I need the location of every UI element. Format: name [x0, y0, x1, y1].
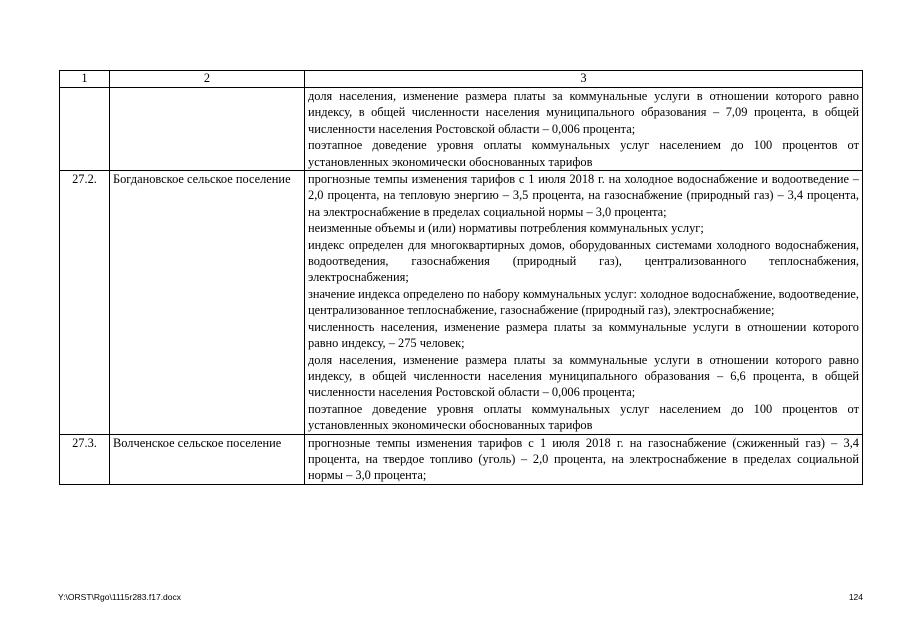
row-number: 27.3. — [60, 434, 110, 484]
paragraph: значение индекса определено по набору коммунальных услуг: холодное водоснабжение, водоотведение, централизованное теплоснабжение, газоснабжение (природный газ), электроснабжение; — [308, 286, 859, 318]
tariff-table — [59, 70, 863, 485]
settlement-name — [110, 88, 305, 171]
paragraph: неизменные объемы и (или) нормативы потребления коммунальных услуг; — [308, 221, 704, 236]
row-description — [305, 171, 863, 435]
footer-page-number: 124 — [848, 592, 863, 602]
paragraph: численность населения, изменение размера платы за коммунальные услуги в отношении которого равно индексу, – 275 человек; — [308, 319, 859, 351]
paragraph: прогнозные темпы изменения тарифов с 1 июля 2018 г. на газоснабжение (сжиженный газ) – 3,4 процента, на твердое топливо (уголь) – 2,0 процента, на электроснабжение в пределах социальной нормы – 3,0 процента; — [308, 435, 859, 483]
header-col-1: 1 — [60, 71, 110, 88]
paragraph: доля населения, изменение размера платы за коммунальные услуги в отношении которого равно индексу, в общей численности населения муниципального образования – 7,09 процента, в общей численности населения Ростовской области – 0,006 процента; — [308, 89, 859, 136]
settlement-name: Богдановское сельское поселение — [110, 171, 305, 435]
paragraph: индекс определен для многоквартирных домов, оборудованных системами холодного водоснабжения, водоотведения, газоснабжения (природный газ), централизованного теплоснабжения, электроснабжения; — [308, 237, 859, 285]
paragraph: прогнозные темпы изменения тарифов с 1 июля 2018 г. на холодное водоснабжение и водоотведение – 2,0 процента, на тепловую энергию – 3,5 процента, на газоснабжение (природный газ) – 3,4 процента, на электроснабжение в пределах социальной нормы – 3,0 процента; — [308, 172, 859, 219]
settlement-name: Волченское сельское поселение — [110, 434, 305, 484]
table-header-row — [60, 71, 863, 88]
paragraph: поэтапное доведение уровня оплаты коммунальных услуг населением до 100 процентов от установленных экономически обоснованных тарифов — [308, 401, 859, 433]
table-row — [60, 434, 863, 484]
header-col-3: 3 — [305, 71, 863, 88]
paragraph: доля населения, изменение размера платы за коммунальные услуги в отношении которого равно индексу, в общей численности населения муниципального образования – 6,6 процента, в общей численности населения Ростовской области – 0,006 процента; — [308, 352, 859, 400]
row-number — [60, 88, 110, 171]
table-row — [60, 171, 863, 435]
header-col-2: 2 — [110, 71, 305, 88]
row-description — [305, 88, 863, 171]
footer-file-path: Y:\ORST\Rgo\1115r283.f17.docx — [58, 592, 182, 602]
row-description — [305, 434, 863, 484]
table-row — [60, 88, 863, 171]
row-number: 27.2. — [60, 171, 110, 435]
paragraph: поэтапное доведение уровня оплаты коммунальных услуг населением до 100 процентов от установленных экономически обоснованных тарифов — [308, 138, 859, 169]
